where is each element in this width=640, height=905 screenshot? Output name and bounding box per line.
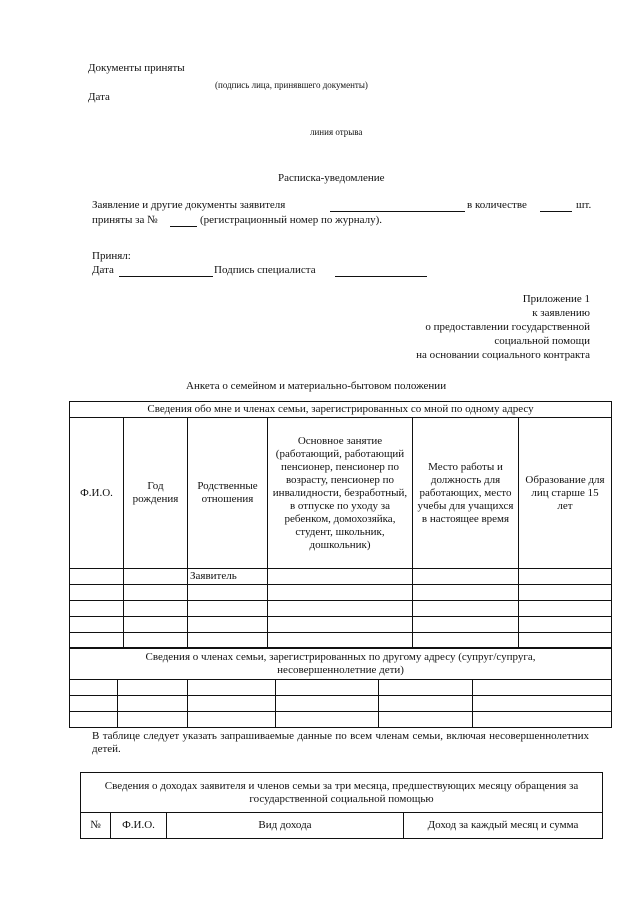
appendix-line2: к заявлению xyxy=(532,307,590,319)
income-col-amount: Доход за каждый месяц и сумма xyxy=(404,813,603,839)
table-cell[interactable] xyxy=(188,680,276,696)
table-cell[interactable] xyxy=(70,696,118,712)
table-cell[interactable] xyxy=(268,617,413,633)
col-relationship: Родственные отношения xyxy=(188,418,268,569)
table-cell[interactable] xyxy=(268,569,413,585)
unit-label: шт. xyxy=(576,199,592,211)
other-address-table xyxy=(69,647,612,728)
appendix-line5: на основании социального контракта xyxy=(416,349,590,361)
date-label: Дата xyxy=(88,91,110,103)
table-cell[interactable] xyxy=(379,680,473,696)
table-row xyxy=(70,680,612,696)
table-cell[interactable] xyxy=(70,712,118,728)
table-cell[interactable] xyxy=(70,680,118,696)
receipt-line2-start: приняты за № xyxy=(92,214,158,226)
accepted-by-label: Принял: xyxy=(92,250,131,262)
table-row xyxy=(70,569,612,585)
table-cell[interactable] xyxy=(70,601,124,617)
table-row xyxy=(70,696,612,712)
receipt-line2-end: (регистрационный номер по журналу). xyxy=(200,214,382,226)
accepted-date-field[interactable] xyxy=(119,276,213,277)
quantity-field[interactable] xyxy=(540,211,572,212)
table-cell[interactable] xyxy=(188,617,268,633)
income-col-type: Вид дохода xyxy=(167,813,404,839)
table-cell[interactable] xyxy=(276,680,379,696)
col-fio: Ф.И.О. xyxy=(70,418,124,569)
signature-caption: (подпись лица, принявшего документы) xyxy=(215,80,368,90)
table-cell[interactable] xyxy=(124,585,188,601)
income-header: Сведения о доходах заявителя и членов семьи за три месяца, предшествующих месяцу обращения за государственной социальной помощью xyxy=(81,773,603,813)
table-cell[interactable] xyxy=(473,696,612,712)
table-cell[interactable] xyxy=(473,712,612,728)
table-cell[interactable] xyxy=(188,712,276,728)
cut-line-label: линия отрыва xyxy=(310,127,363,137)
table-cell[interactable] xyxy=(268,585,413,601)
table-note: В таблице следует указать запрашиваемые данные по всем членам семьи, включая несовершеннолетних детей. xyxy=(92,730,589,755)
table-cell[interactable] xyxy=(413,585,519,601)
questionnaire-title: Анкета о семейном и материально-бытовом положении xyxy=(186,380,447,392)
table-cell[interactable] xyxy=(473,680,612,696)
receipt-line1-start: Заявление и другие документы заявителя xyxy=(92,199,286,211)
table-cell[interactable] xyxy=(118,712,188,728)
table-row xyxy=(70,601,612,617)
income-col-fio: Ф.И.О. xyxy=(111,813,167,839)
table-cell[interactable] xyxy=(70,585,124,601)
family-table xyxy=(69,401,612,649)
table-cell[interactable] xyxy=(188,601,268,617)
table-cell[interactable] xyxy=(124,601,188,617)
appendix-line1: Приложение 1 xyxy=(522,293,590,305)
table-cell[interactable] xyxy=(519,585,612,601)
registration-number-field[interactable] xyxy=(170,226,197,227)
table-cell[interactable] xyxy=(70,617,124,633)
table-cell[interactable] xyxy=(188,585,268,601)
income-col-no: № xyxy=(81,813,111,839)
table-row xyxy=(70,617,612,633)
docs-accepted-label: Документы приняты xyxy=(88,62,185,74)
table-cell[interactable] xyxy=(124,617,188,633)
col-workplace: Место работы и должность для работающих, место учебы для учащихся в настоящее время xyxy=(413,418,519,569)
table-cell[interactable] xyxy=(276,712,379,728)
table-cell[interactable] xyxy=(70,569,124,585)
col-occupation: Основное занятие (работающий, работающий пенсионер, пенсионер по возрасту, пенсионер по инвалидности, безработный, в отпуске по уходу за ребенком, домохозяйка, студент, школьник, дошкольник) xyxy=(268,418,413,569)
table-cell[interactable] xyxy=(519,617,612,633)
table-cell[interactable] xyxy=(276,696,379,712)
table-cell[interactable] xyxy=(379,696,473,712)
table-cell[interactable] xyxy=(268,601,413,617)
table-cell[interactable] xyxy=(118,680,188,696)
quantity-label: в количестве xyxy=(467,199,527,211)
table-cell[interactable] xyxy=(379,712,473,728)
table-cell[interactable] xyxy=(118,696,188,712)
table-cell[interactable] xyxy=(413,617,519,633)
col-birth-year: Год рождения xyxy=(124,418,188,569)
table-row xyxy=(70,585,612,601)
col-education: Образование для лиц старше 15 лет xyxy=(519,418,612,569)
table-cell[interactable] xyxy=(188,696,276,712)
specialist-signature-label: Подпись специалиста xyxy=(214,264,316,276)
applicant-name-field[interactable] xyxy=(330,211,465,212)
specialist-signature-field[interactable] xyxy=(335,276,427,277)
section1-header: Сведения обо мне и членах семьи, зарегистрированных со мной по одному адресу xyxy=(70,402,612,418)
table-cell[interactable] xyxy=(124,569,188,585)
appendix-line4: социальной помощи xyxy=(494,335,590,347)
section2-header: Сведения о членах семьи, зарегистрированных по другому адресу (супруг/супруга, несовершеннолетние дети) xyxy=(70,648,612,680)
income-table xyxy=(80,772,603,839)
table-cell[interactable] xyxy=(519,569,612,585)
table-cell[interactable] xyxy=(413,569,519,585)
receipt-title: Расписка-уведомление xyxy=(278,172,385,184)
table-row xyxy=(70,712,612,728)
appendix-line3: о предоставлении государственной xyxy=(425,321,590,333)
accepted-date-label: Дата xyxy=(92,264,114,276)
applicant-cell: Заявитель xyxy=(188,569,268,585)
table-cell[interactable] xyxy=(413,601,519,617)
table-cell[interactable] xyxy=(519,601,612,617)
